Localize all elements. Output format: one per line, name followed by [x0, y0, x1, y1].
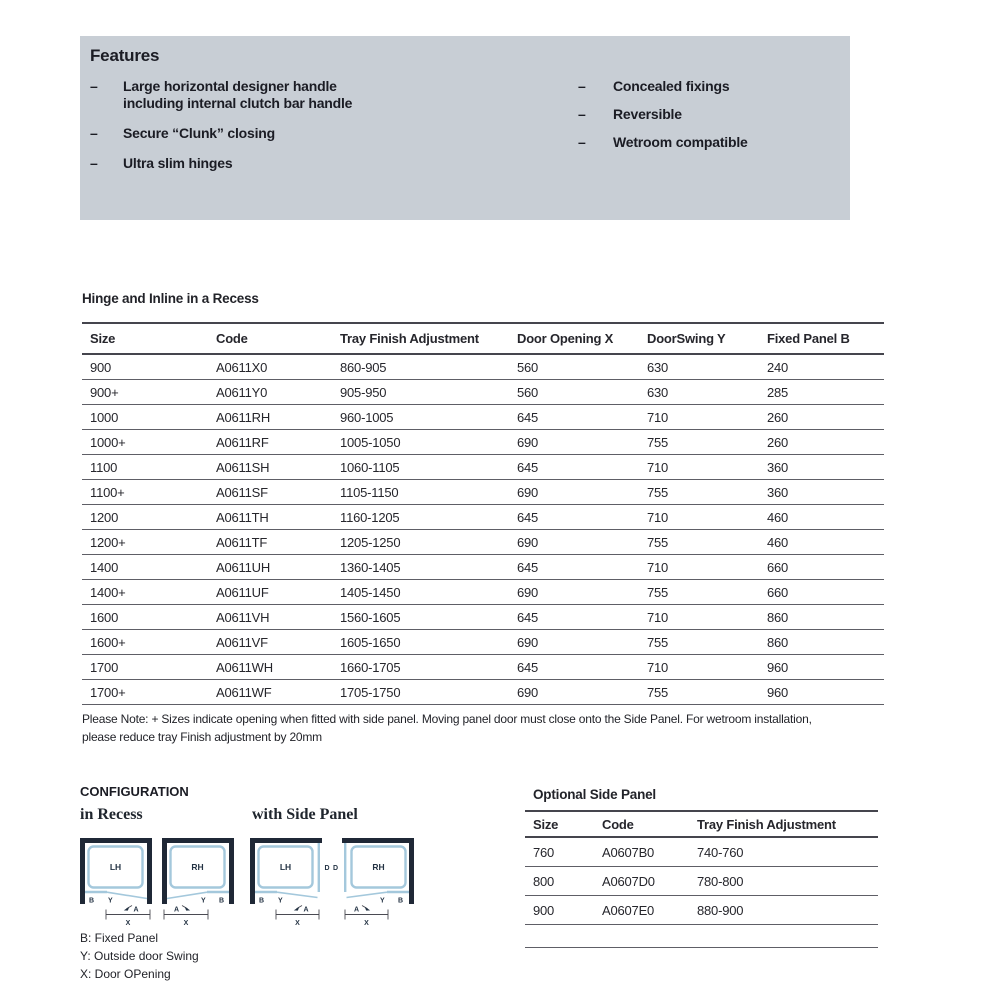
label-lh: LH	[109, 862, 122, 872]
column-header-tray-finish: Tray Finish Adjustment	[332, 323, 509, 354]
table-cell: A0607E0	[594, 896, 689, 925]
table-cell: 560	[509, 354, 639, 380]
table-row	[525, 837, 878, 867]
table-cell: 690	[509, 680, 639, 705]
table-cell: 645	[509, 555, 639, 580]
label-a: A	[133, 906, 139, 914]
table-cell: 645	[509, 655, 639, 680]
table-cell: 1200+	[82, 530, 208, 555]
table-cell: 960	[759, 655, 884, 680]
table-cell: A0611Y0	[208, 380, 332, 405]
table-cell: 690	[509, 480, 639, 505]
side-panel-table-title: Optional Side Panel	[533, 787, 656, 802]
empty-row	[525, 925, 878, 948]
feature-text: Concealed fixings	[613, 78, 730, 94]
label-lh: LH	[279, 862, 292, 872]
table-cell: 660	[759, 580, 884, 605]
table-cell: 780-800	[689, 867, 878, 896]
table-cell: A0611TF	[208, 530, 332, 555]
label-b: B	[219, 897, 225, 905]
label-d: D	[324, 865, 330, 872]
table-cell: 1560-1605	[332, 605, 509, 630]
bullet-dash: –	[578, 78, 586, 94]
table-cell: 710	[639, 505, 759, 530]
feature-item	[578, 78, 840, 95]
wall-top	[250, 838, 322, 843]
table-cell: 710	[639, 555, 759, 580]
table-cell: 710	[639, 405, 759, 430]
table-cell: 755	[639, 480, 759, 505]
label-y: Y	[380, 897, 385, 905]
table-cell: 900+	[82, 380, 208, 405]
feature-item	[90, 78, 520, 112]
arrowhead	[294, 907, 300, 911]
column-header-size: Size	[525, 811, 594, 837]
wall-top	[162, 838, 234, 843]
table-cell: 630	[639, 354, 759, 380]
arrowhead	[124, 907, 130, 911]
table-cell: A0611TH	[208, 505, 332, 530]
table-cell: 690	[509, 530, 639, 555]
table-row	[82, 630, 884, 655]
hinge-table-title: Hinge and Inline in a Recess	[82, 291, 259, 306]
bullet-dash: –	[90, 78, 98, 94]
label-b: B	[259, 897, 265, 905]
table-row	[525, 896, 878, 925]
label-x: X	[183, 920, 189, 927]
table-cell: 755	[639, 430, 759, 455]
label-y: Y	[108, 897, 113, 905]
table-cell: A0611WH	[208, 655, 332, 680]
table-cell: 260	[759, 430, 884, 455]
table-cell: 360	[759, 455, 884, 480]
label-a: A	[354, 906, 360, 914]
table-cell: A0611RF	[208, 430, 332, 455]
table-row	[82, 555, 884, 580]
table-cell: 860-905	[332, 354, 509, 380]
table-cell: 755	[639, 580, 759, 605]
wall-top	[80, 838, 152, 843]
table-cell: 860	[759, 605, 884, 630]
column-header-code: Code	[594, 811, 689, 837]
table-cell: 240	[759, 354, 884, 380]
column-header-size: Size	[82, 323, 208, 354]
label-rh: RH	[372, 862, 385, 872]
table-cell: A0607B0	[594, 837, 689, 867]
header-row	[525, 811, 878, 837]
features-left-column	[90, 78, 520, 185]
table-cell: 1005-1050	[332, 430, 509, 455]
table-cell: 645	[509, 405, 639, 430]
table-cell: 1600	[82, 605, 208, 630]
table-cell: 710	[639, 605, 759, 630]
hinge-table	[82, 322, 884, 705]
label-d: D	[333, 865, 339, 872]
table-cell: 660	[759, 555, 884, 580]
table-cell: 360	[759, 480, 884, 505]
table-row	[82, 455, 884, 480]
table-cell: 710	[639, 455, 759, 480]
table-row	[82, 580, 884, 605]
feature-item	[90, 125, 520, 142]
table-cell: 1360-1405	[332, 555, 509, 580]
diagram-sidepanel-lh	[250, 836, 334, 928]
table-cell: 1405-1450	[332, 580, 509, 605]
table-cell: 1000	[82, 405, 208, 430]
table-cell: 1700	[82, 655, 208, 680]
table-cell: 1205-1250	[332, 530, 509, 555]
column-header-door-opening: Door Opening X	[509, 323, 639, 354]
table-cell: A0607D0	[594, 867, 689, 896]
feature-text: Ultra slim hinges	[123, 155, 233, 171]
diagram-recess-lh	[80, 836, 152, 928]
table-cell: 755	[639, 680, 759, 705]
wall-right	[229, 838, 234, 904]
table-cell: 960-1005	[332, 405, 509, 430]
table-cell: 1200	[82, 505, 208, 530]
table-cell: 645	[509, 455, 639, 480]
table-cell: 710	[639, 655, 759, 680]
column-header-code: Code	[208, 323, 332, 354]
side-panel-table-footer	[525, 925, 878, 948]
table-cell: 690	[509, 430, 639, 455]
wall-right	[409, 838, 414, 904]
label-y: Y	[201, 897, 206, 905]
table-cell: 1660-1705	[332, 655, 509, 680]
table-row	[82, 354, 884, 380]
configuration-title: CONFIGURATION	[80, 784, 189, 799]
wall-left	[162, 838, 167, 904]
table-cell: 960	[759, 680, 884, 705]
table-cell: 690	[509, 580, 639, 605]
wall-top	[342, 838, 414, 843]
table-cell: 900	[82, 354, 208, 380]
bullet-dash: –	[90, 155, 98, 171]
table-row	[82, 430, 884, 455]
empty-cell	[525, 925, 878, 948]
label-b: B	[89, 897, 95, 905]
diagram-sidepanel-rh	[330, 836, 414, 928]
door-swing-line	[107, 892, 147, 898]
feature-item	[90, 155, 520, 172]
table-row	[82, 405, 884, 430]
table-cell: 1400	[82, 555, 208, 580]
side-panel-table-body	[525, 837, 878, 925]
bullet-dash: –	[578, 134, 586, 150]
table-cell: 1000+	[82, 430, 208, 455]
header-row	[82, 323, 884, 354]
table-cell: 260	[759, 405, 884, 430]
column-header-tray-finish: Tray Finish Adjustment	[689, 811, 878, 837]
label-rh: RH	[191, 862, 204, 872]
legend-item-y: Y: Outside door Swing	[80, 949, 199, 963]
label-y: Y	[278, 897, 283, 905]
label-a: A	[303, 906, 309, 914]
table-cell: 645	[509, 605, 639, 630]
table-note: Please Note: + Sizes indicate opening when fitted with side panel. Moving panel door must close onto the Side Panel. For wetroom installation, please reduce tray Finish adjustment by 20mm	[82, 712, 812, 744]
features-title: Features	[90, 46, 160, 65]
hinge-table-body	[82, 354, 884, 705]
table-cell: 1400+	[82, 580, 208, 605]
table-cell: A0611RH	[208, 405, 332, 430]
label-b: B	[398, 897, 404, 905]
table-cell: 460	[759, 505, 884, 530]
table-cell: 800	[525, 867, 594, 896]
table-cell: A0611X0	[208, 354, 332, 380]
table-cell: 1605-1650	[332, 630, 509, 655]
side-panel-table	[525, 810, 878, 948]
table-cell: 880-900	[689, 896, 878, 925]
legend-item-x: X: Door OPening	[80, 967, 171, 981]
feature-text: Large horizontal designer handle including internal clutch bar handle	[123, 78, 353, 111]
table-cell: 740-760	[689, 837, 878, 867]
feature-item	[578, 106, 840, 123]
legend-item-b: B: Fixed Panel	[80, 931, 159, 945]
diagram-legend	[80, 929, 199, 983]
table-row	[82, 505, 884, 530]
table-cell: 755	[639, 530, 759, 555]
table-cell: A0611VH	[208, 605, 332, 630]
table-cell: 1105-1150	[332, 480, 509, 505]
table-row	[82, 680, 884, 705]
table-row	[82, 380, 884, 405]
column-header-fixed-panel: Fixed Panel B	[759, 323, 884, 354]
table-cell: A0611SH	[208, 455, 332, 480]
wall-left	[80, 838, 85, 904]
table-cell: 1100+	[82, 480, 208, 505]
table-cell: 755	[639, 630, 759, 655]
column-header-door-swing: DoorSwing Y	[639, 323, 759, 354]
table-cell: 1705-1750	[332, 680, 509, 705]
table-cell: 630	[639, 380, 759, 405]
table-cell: A0611SF	[208, 480, 332, 505]
wall-right	[147, 838, 152, 904]
feature-text: Wetroom compatible	[613, 134, 748, 150]
table-cell: A0611UH	[208, 555, 332, 580]
table-cell: 1100	[82, 455, 208, 480]
label-x: X	[125, 920, 131, 927]
table-cell: 1600+	[82, 630, 208, 655]
table-row	[82, 655, 884, 680]
table-row	[525, 867, 878, 896]
table-cell: A0611WF	[208, 680, 332, 705]
arrowhead	[365, 907, 371, 911]
diagram-recess-rh	[162, 836, 234, 928]
table-cell: 460	[759, 530, 884, 555]
feature-text: Secure “Clunk” closing	[123, 125, 275, 141]
feature-text: Reversible	[613, 106, 682, 122]
table-row	[82, 530, 884, 555]
table-cell: 690	[509, 630, 639, 655]
table-row	[82, 480, 884, 505]
table-cell: 1160-1205	[332, 505, 509, 530]
table-cell: A0611VF	[208, 630, 332, 655]
table-cell: A0611UF	[208, 580, 332, 605]
table-cell: 285	[759, 380, 884, 405]
table-cell: 760	[525, 837, 594, 867]
with-side-panel-label: with Side Panel	[252, 806, 358, 823]
label-a: A	[174, 906, 180, 914]
features-panel	[80, 36, 850, 220]
table-row	[82, 605, 884, 630]
table-cell: 1700+	[82, 680, 208, 705]
wall-left	[250, 838, 255, 904]
door-swing-line	[277, 892, 318, 897]
table-cell: 560	[509, 380, 639, 405]
table-cell: 645	[509, 505, 639, 530]
feature-item	[578, 134, 840, 151]
table-cell: 905-950	[332, 380, 509, 405]
table-cell: 1060-1105	[332, 455, 509, 480]
features-right-column	[578, 78, 840, 162]
in-recess-label: in Recess	[80, 806, 143, 823]
bullet-dash: –	[90, 125, 98, 141]
bullet-dash: –	[578, 106, 586, 122]
label-x: X	[295, 920, 300, 927]
label-x: X	[364, 920, 369, 927]
table-cell: 900	[525, 896, 594, 925]
arrowhead	[185, 907, 191, 911]
table-cell: 860	[759, 630, 884, 655]
